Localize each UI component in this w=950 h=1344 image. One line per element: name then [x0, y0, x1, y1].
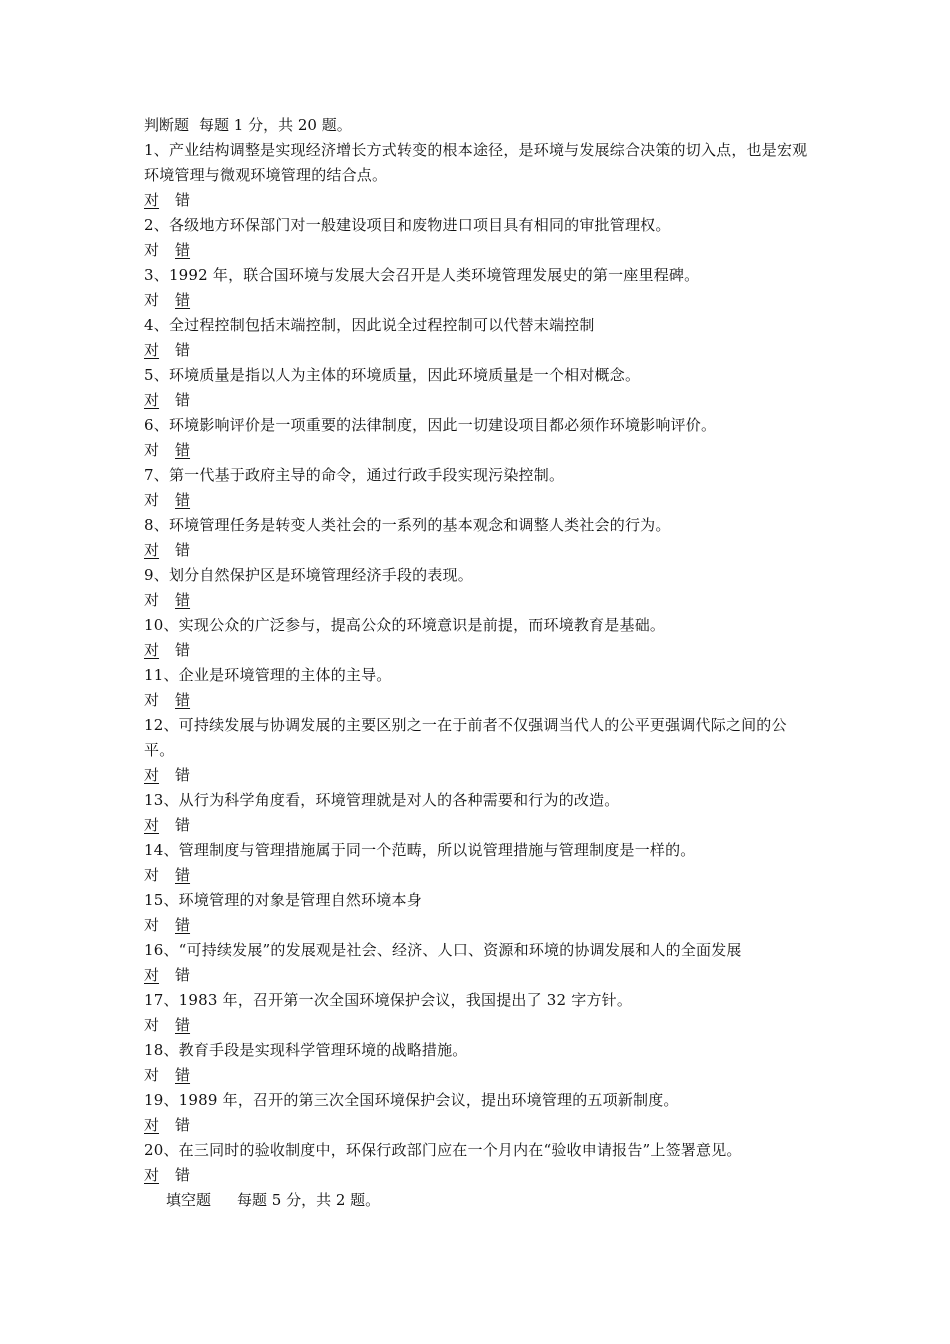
option-true[interactable]: 对 — [144, 1066, 160, 1084]
option-true[interactable]: 对 — [144, 291, 160, 309]
option-true[interactable]: 对 — [144, 691, 160, 709]
option-false[interactable]: 错 — [175, 341, 191, 359]
question-item — [144, 138, 814, 213]
option-true[interactable]: 对 — [144, 866, 160, 884]
question-item — [144, 838, 814, 888]
question-item — [144, 1088, 814, 1138]
option-true[interactable]: 对 — [144, 1166, 160, 1184]
question-text: 3、1992 年，联合国环境与发展大会召开是人类环境管理发展史的第一座里程碑。 — [144, 266, 700, 284]
option-true[interactable]: 对 — [144, 1016, 160, 1034]
answer-options — [144, 238, 814, 263]
option-true[interactable]: 对 — [144, 816, 160, 834]
question-item — [144, 663, 814, 713]
question-text: 13、从行为科学角度看，环境管理就是对人的各种需要和行为的改造。 — [144, 791, 620, 809]
option-false[interactable]: 错 — [175, 491, 191, 509]
question-text: 5、环境质量是指以人为主体的环境质量，因此环境质量是一个相对概念。 — [144, 366, 641, 384]
option-true[interactable]: 对 — [144, 391, 160, 409]
question-item — [144, 938, 814, 988]
option-false[interactable]: 错 — [175, 1016, 191, 1034]
answer-options — [144, 913, 814, 938]
judgment-section-title: 判断题 — [144, 116, 190, 134]
option-false[interactable]: 错 — [175, 966, 191, 984]
question-item — [144, 413, 814, 463]
fill-section-note: 每题 5 分，共 2 题。 — [237, 1191, 381, 1209]
option-true[interactable]: 对 — [144, 916, 160, 934]
answer-options — [144, 863, 814, 888]
question-text: 12、可持续发展与协调发展的主要区别之一在于前者不仅强调当代人的公平更强调代际之间的公平。 — [144, 716, 787, 759]
question-text: 20、在三同时的验收制度中，环保行政部门应在一个月内在“验收申请报告”上签署意见。 — [144, 1141, 742, 1159]
option-false[interactable]: 错 — [175, 916, 191, 934]
judgment-section-note: 每题 1 分，共 20 题。 — [199, 116, 352, 134]
question-item — [144, 313, 814, 363]
option-false[interactable]: 错 — [175, 591, 191, 609]
answer-options — [144, 438, 814, 463]
question-text: 15、环境管理的对象是管理自然环境本身 — [144, 891, 422, 909]
answer-options — [144, 338, 814, 363]
answer-options — [144, 588, 814, 613]
fill-section-title: 填空题 — [166, 1191, 212, 1209]
question-item — [144, 263, 814, 313]
question-text: 10、实现公众的广泛参与，提高公众的环境意识是前提，而环境教育是基础。 — [144, 616, 666, 634]
question-text: 19、1989 年，召开的第三次全国环境保护会议，提出环境管理的五项新制度。 — [144, 1091, 679, 1109]
option-false[interactable]: 错 — [175, 1116, 191, 1134]
question-item — [144, 713, 814, 788]
option-true[interactable]: 对 — [144, 766, 160, 784]
judgment-section-header — [144, 113, 814, 138]
document-body — [144, 113, 814, 1213]
option-false[interactable]: 错 — [175, 1166, 191, 1184]
answer-options — [144, 963, 814, 988]
answer-options — [144, 1013, 814, 1038]
option-false[interactable]: 错 — [175, 441, 191, 459]
question-text: 6、环境影响评价是一项重要的法律制度，因此一切建设项目都必须作环境影响评价。 — [144, 416, 717, 434]
option-false[interactable]: 错 — [175, 691, 191, 709]
question-text: 8、环境管理任务是转变人类社会的一系列的基本观念和调整人类社会的行为。 — [144, 516, 671, 534]
option-false[interactable]: 错 — [175, 816, 191, 834]
question-item — [144, 1138, 814, 1188]
option-false[interactable]: 错 — [175, 766, 191, 784]
answer-options — [144, 288, 814, 313]
question-text: 1、产业结构调整是实现经济增长方式转变的根本途径，是环境与发展综合决策的切入点，也是宏观环境管理与微观环境管理的结合点。 — [144, 141, 808, 184]
option-true[interactable]: 对 — [144, 966, 160, 984]
answer-options — [144, 538, 814, 563]
answer-options — [144, 813, 814, 838]
option-true[interactable]: 对 — [144, 341, 160, 359]
option-false[interactable]: 错 — [175, 541, 191, 559]
question-text: 18、教育手段是实现科学管理环境的战略措施。 — [144, 1041, 468, 1059]
question-item — [144, 988, 814, 1038]
question-item — [144, 513, 814, 563]
question-item — [144, 788, 814, 838]
option-false[interactable]: 错 — [175, 866, 191, 884]
answer-options — [144, 488, 814, 513]
option-false[interactable]: 错 — [175, 391, 191, 409]
answer-options — [144, 1063, 814, 1088]
answer-options — [144, 188, 814, 213]
question-list — [144, 138, 814, 1188]
question-text: 16、“可持续发展”的发展观是社会、经济、人口、资源和环境的协调发展和人的全面发展 — [144, 941, 742, 959]
answer-options — [144, 763, 814, 788]
question-item — [144, 1038, 814, 1088]
question-text: 4、全过程控制包括末端控制，因此说全过程控制可以代替末端控制 — [144, 316, 595, 334]
question-item — [144, 363, 814, 413]
option-true[interactable]: 对 — [144, 491, 160, 509]
option-true[interactable]: 对 — [144, 241, 160, 259]
answer-options — [144, 688, 814, 713]
answer-options — [144, 388, 814, 413]
fill-section-header — [144, 1188, 814, 1213]
question-item — [144, 563, 814, 613]
option-true[interactable]: 对 — [144, 641, 160, 659]
question-text: 11、企业是环境管理的主体的主导。 — [144, 666, 392, 684]
option-true[interactable]: 对 — [144, 541, 160, 559]
option-false[interactable]: 错 — [175, 191, 191, 209]
option-true[interactable]: 对 — [144, 591, 160, 609]
question-text: 7、第一代基于政府主导的命令，通过行政手段实现污染控制。 — [144, 466, 565, 484]
question-text: 14、管理制度与管理措施属于同一个范畴，所以说管理措施与管理制度是一样的。 — [144, 841, 696, 859]
question-text: 17、1983 年，召开第一次全国环境保护会议，我国提出了 32 字方针。 — [144, 991, 633, 1009]
option-false[interactable]: 错 — [175, 241, 191, 259]
question-item — [144, 463, 814, 513]
answer-options — [144, 1163, 814, 1188]
question-item — [144, 213, 814, 263]
question-item — [144, 888, 814, 938]
option-true[interactable]: 对 — [144, 1116, 160, 1134]
option-false[interactable]: 错 — [175, 641, 191, 659]
option-false[interactable]: 错 — [175, 1066, 191, 1084]
answer-options — [144, 1113, 814, 1138]
option-true[interactable]: 对 — [144, 191, 160, 209]
question-text: 2、各级地方环保部门对一般建设项目和废物进口项目具有相同的审批管理权。 — [144, 216, 671, 234]
question-text: 9、划分自然保护区是环境管理经济手段的表现。 — [144, 566, 473, 584]
option-true[interactable]: 对 — [144, 441, 160, 459]
question-item — [144, 613, 814, 663]
answer-options — [144, 638, 814, 663]
option-false[interactable]: 错 — [175, 291, 191, 309]
